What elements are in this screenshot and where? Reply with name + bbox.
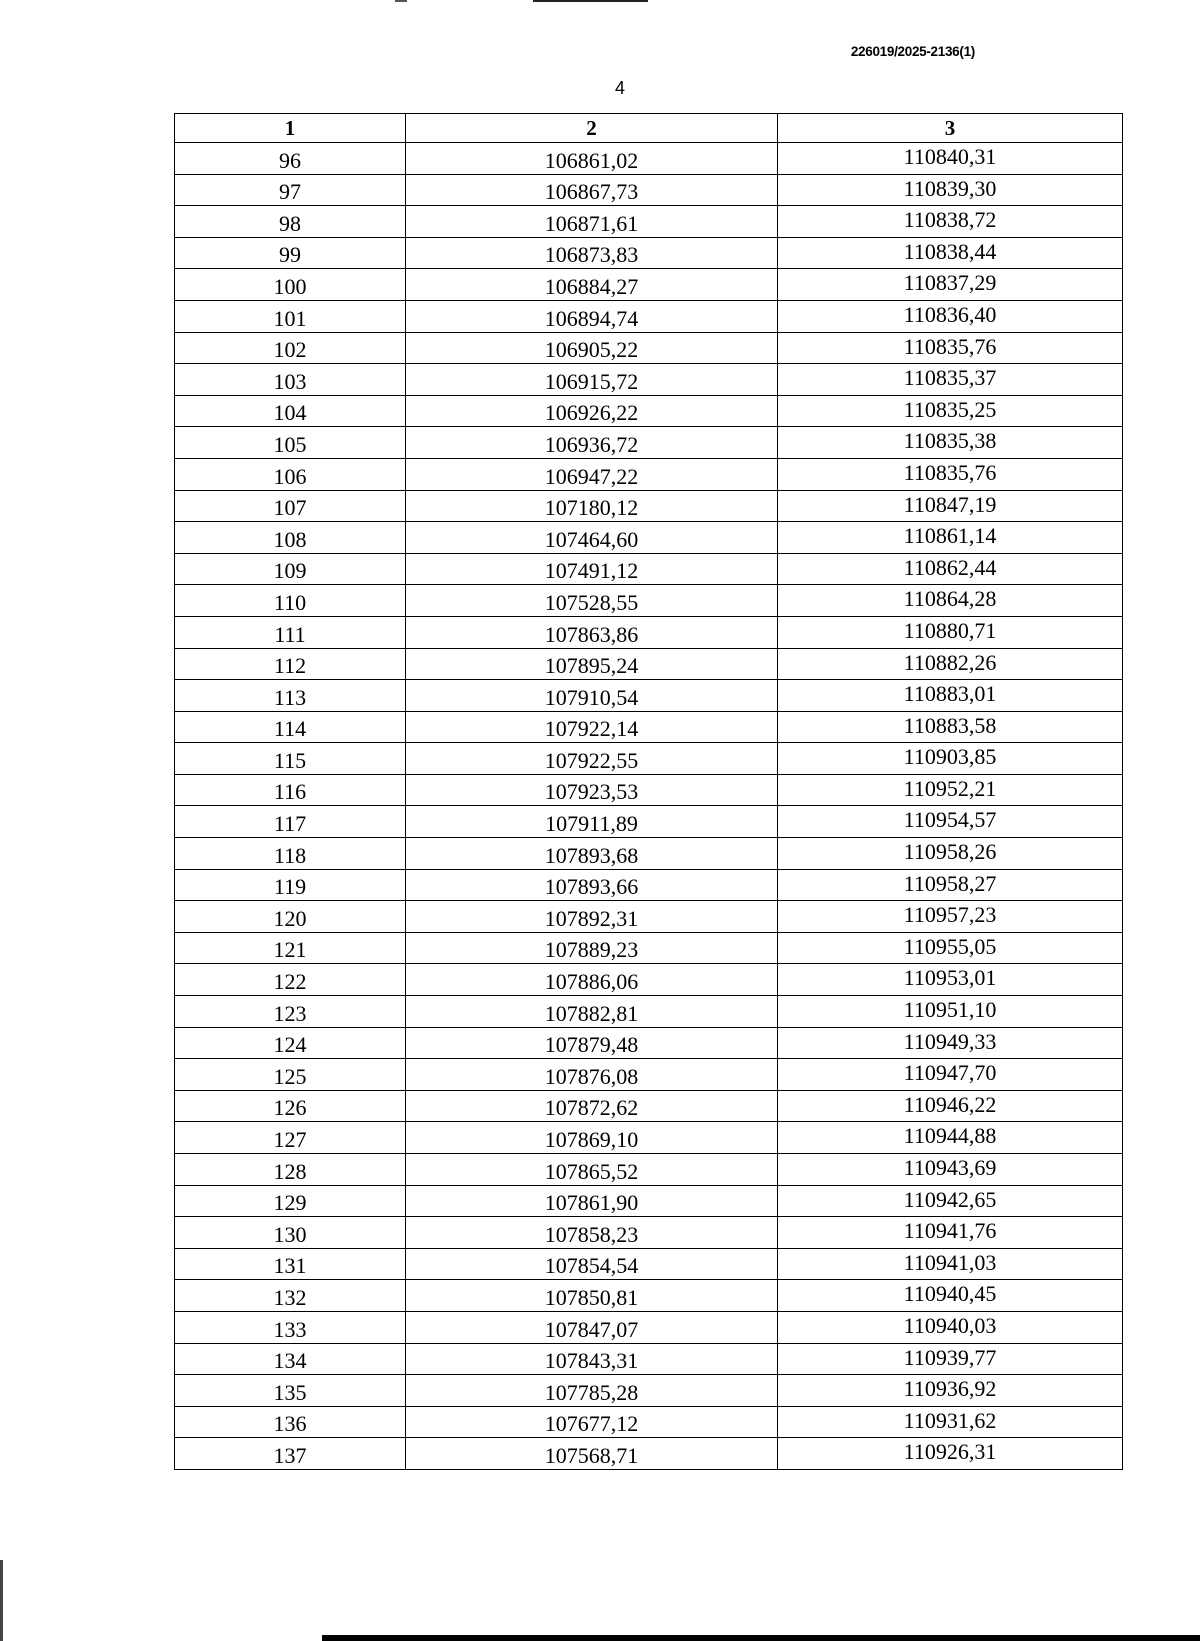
- coordinate-y-cell: 110942,65: [778, 1185, 1123, 1217]
- coordinate-x-cell: 106861,02: [406, 143, 778, 175]
- table-row: [175, 1027, 1123, 1059]
- table-row: [175, 364, 1123, 396]
- coordinate-x-cell: 107491,12: [406, 553, 778, 585]
- point-number-cell: 117: [175, 806, 406, 838]
- coordinate-y-cell: 110940,03: [778, 1311, 1123, 1343]
- table-row: [175, 332, 1123, 364]
- table-row: [175, 1406, 1123, 1438]
- coordinate-x-cell: 107910,54: [406, 680, 778, 712]
- point-number-cell: 116: [175, 774, 406, 806]
- coordinate-y-cell: 110947,70: [778, 1059, 1123, 1091]
- table-row: [175, 1090, 1123, 1122]
- coordinate-y-cell: 110943,69: [778, 1154, 1123, 1186]
- point-number-cell: 118: [175, 838, 406, 870]
- coordinate-x-cell: 106926,22: [406, 395, 778, 427]
- point-number-cell: 103: [175, 364, 406, 396]
- column-header-1: 1: [175, 114, 406, 143]
- point-number-cell: 134: [175, 1343, 406, 1375]
- coordinate-y-cell: 110939,77: [778, 1343, 1123, 1375]
- point-number-cell: 106: [175, 458, 406, 490]
- point-number-cell: 111: [175, 616, 406, 648]
- table-row: [175, 838, 1123, 870]
- coordinate-x-cell: 107528,55: [406, 585, 778, 617]
- coordinate-x-cell: 106894,74: [406, 300, 778, 332]
- point-number-cell: 127: [175, 1122, 406, 1154]
- table-row: [175, 996, 1123, 1028]
- coordinate-y-cell: 110835,37: [778, 364, 1123, 396]
- point-number-cell: 131: [175, 1248, 406, 1280]
- coordinate-x-cell: 107886,06: [406, 964, 778, 996]
- table-row: [175, 901, 1123, 933]
- coordinate-x-cell: 107865,52: [406, 1154, 778, 1186]
- coordinate-y-cell: 110941,03: [778, 1248, 1123, 1280]
- coordinate-x-cell: 107922,14: [406, 711, 778, 743]
- point-number-cell: 107: [175, 490, 406, 522]
- table-header-row: [175, 114, 1123, 143]
- coordinate-y-cell: 110838,44: [778, 237, 1123, 269]
- point-number-cell: 98: [175, 206, 406, 238]
- column-header-3: 3: [778, 114, 1123, 143]
- coordinate-x-cell: 107882,81: [406, 996, 778, 1028]
- coordinate-x-cell: 107785,28: [406, 1375, 778, 1407]
- coordinate-y-cell: 110957,23: [778, 901, 1123, 933]
- table-row: [175, 1311, 1123, 1343]
- coordinate-y-cell: 110840,31: [778, 143, 1123, 175]
- point-number-cell: 96: [175, 143, 406, 175]
- table-row: [175, 711, 1123, 743]
- point-number-cell: 113: [175, 680, 406, 712]
- table-row: [175, 1438, 1123, 1470]
- table-row: [175, 427, 1123, 459]
- coordinate-x-cell: 106884,27: [406, 269, 778, 301]
- point-number-cell: 114: [175, 711, 406, 743]
- coordinate-y-cell: 110837,29: [778, 269, 1123, 301]
- table-row: [175, 680, 1123, 712]
- coordinate-x-cell: 107858,23: [406, 1217, 778, 1249]
- coordinate-y-cell: 110835,25: [778, 395, 1123, 427]
- point-number-cell: 104: [175, 395, 406, 427]
- scan-artifact-underline: [533, 0, 648, 2]
- document-reference: 226019/2025-2136(1): [850, 44, 975, 59]
- coordinate-y-cell: 110838,72: [778, 206, 1123, 238]
- coordinate-x-cell: 107847,07: [406, 1311, 778, 1343]
- table-header: [175, 114, 1123, 143]
- coordinate-y-cell: 110880,71: [778, 616, 1123, 648]
- table-row: [175, 553, 1123, 585]
- point-number-cell: 128: [175, 1154, 406, 1186]
- coordinate-x-cell: 107876,08: [406, 1059, 778, 1091]
- column-header-2: 2: [406, 114, 778, 143]
- point-number-cell: 123: [175, 996, 406, 1028]
- table-row: [175, 1280, 1123, 1312]
- scan-artifact-mark: [395, 0, 407, 2]
- coordinate-x-cell: 107464,60: [406, 522, 778, 554]
- coordinate-y-cell: 110882,26: [778, 648, 1123, 680]
- coordinate-x-cell: 107568,71: [406, 1438, 778, 1470]
- point-number-cell: 124: [175, 1027, 406, 1059]
- coordinate-y-cell: 110946,22: [778, 1090, 1123, 1122]
- point-number-cell: 120: [175, 901, 406, 933]
- point-number-cell: 101: [175, 300, 406, 332]
- point-number-cell: 133: [175, 1311, 406, 1343]
- table-row: [175, 1122, 1123, 1154]
- coordinate-x-cell: 107677,12: [406, 1406, 778, 1438]
- table-row: [175, 1185, 1123, 1217]
- table-row: [175, 1248, 1123, 1280]
- point-number-cell: 112: [175, 648, 406, 680]
- coordinate-y-cell: 110941,76: [778, 1217, 1123, 1249]
- table-row: [175, 1343, 1123, 1375]
- point-number-cell: 108: [175, 522, 406, 554]
- coordinate-x-cell: 107843,31: [406, 1343, 778, 1375]
- coordinate-y-cell: 110926,31: [778, 1438, 1123, 1470]
- coordinate-y-cell: 110847,19: [778, 490, 1123, 522]
- point-number-cell: 109: [175, 553, 406, 585]
- point-number-cell: 115: [175, 743, 406, 775]
- table-row: [175, 1375, 1123, 1407]
- table-body: [175, 143, 1123, 1470]
- page-number: 4: [614, 78, 625, 98]
- coordinate-y-cell: 110883,58: [778, 711, 1123, 743]
- coordinate-y-cell: 110951,10: [778, 996, 1123, 1028]
- coordinate-y-cell: 110836,40: [778, 300, 1123, 332]
- table-row: [175, 774, 1123, 806]
- coordinate-y-cell: 110952,21: [778, 774, 1123, 806]
- point-number-cell: 105: [175, 427, 406, 459]
- coordinate-y-cell: 110835,38: [778, 427, 1123, 459]
- point-number-cell: 122: [175, 964, 406, 996]
- table-row: [175, 300, 1123, 332]
- coordinate-y-cell: 110835,76: [778, 458, 1123, 490]
- coordinate-x-cell: 107869,10: [406, 1122, 778, 1154]
- point-number-cell: 110: [175, 585, 406, 617]
- coordinate-y-cell: 110839,30: [778, 174, 1123, 206]
- point-number-cell: 100: [175, 269, 406, 301]
- coordinate-y-cell: 110883,01: [778, 680, 1123, 712]
- table-row: [175, 616, 1123, 648]
- point-number-cell: 99: [175, 237, 406, 269]
- coordinate-x-cell: 107180,12: [406, 490, 778, 522]
- coordinate-y-cell: 110953,01: [778, 964, 1123, 996]
- coordinate-y-cell: 110864,28: [778, 585, 1123, 617]
- table-row: [175, 143, 1123, 175]
- table-row: [175, 206, 1123, 238]
- coordinate-x-cell: 106905,22: [406, 332, 778, 364]
- coordinate-x-cell: 107892,31: [406, 901, 778, 933]
- table-row: [175, 1154, 1123, 1186]
- coordinate-y-cell: 110954,57: [778, 806, 1123, 838]
- coordinate-x-cell: 107863,86: [406, 616, 778, 648]
- table-row: [175, 648, 1123, 680]
- point-number-cell: 119: [175, 869, 406, 901]
- table-row: [175, 522, 1123, 554]
- coordinate-y-cell: 110936,92: [778, 1375, 1123, 1407]
- point-number-cell: 97: [175, 174, 406, 206]
- coordinate-x-cell: 107895,24: [406, 648, 778, 680]
- coordinate-y-cell: 110958,26: [778, 838, 1123, 870]
- coordinate-x-cell: 106867,73: [406, 174, 778, 206]
- table-row: [175, 743, 1123, 775]
- point-number-cell: 137: [175, 1438, 406, 1470]
- coordinate-x-cell: 107923,53: [406, 774, 778, 806]
- scan-left-edge: [0, 1560, 3, 1641]
- coordinate-x-cell: 107889,23: [406, 932, 778, 964]
- table-row: [175, 237, 1123, 269]
- table-row: [175, 869, 1123, 901]
- coordinate-y-cell: 110949,33: [778, 1027, 1123, 1059]
- coordinate-y-cell: 110903,85: [778, 743, 1123, 775]
- coordinate-x-cell: 107893,66: [406, 869, 778, 901]
- point-number-cell: 125: [175, 1059, 406, 1091]
- table-row: [175, 932, 1123, 964]
- table-row: [175, 964, 1123, 996]
- table-row: [175, 1217, 1123, 1249]
- coordinate-y-cell: 110944,88: [778, 1122, 1123, 1154]
- table-row: [175, 174, 1123, 206]
- point-number-cell: 136: [175, 1406, 406, 1438]
- coordinate-y-cell: 110931,62: [778, 1406, 1123, 1438]
- coordinate-y-cell: 110955,05: [778, 932, 1123, 964]
- point-number-cell: 130: [175, 1217, 406, 1249]
- coordinate-y-cell: 110958,27: [778, 869, 1123, 901]
- point-number-cell: 126: [175, 1090, 406, 1122]
- coordinate-y-cell: 110835,76: [778, 332, 1123, 364]
- coordinate-x-cell: 106871,61: [406, 206, 778, 238]
- scan-bottom-edge: [322, 1635, 1200, 1641]
- coordinate-x-cell: 107893,68: [406, 838, 778, 870]
- coordinate-y-cell: 110861,14: [778, 522, 1123, 554]
- point-number-cell: 132: [175, 1280, 406, 1312]
- coordinate-x-cell: 107922,55: [406, 743, 778, 775]
- coordinates-table: [174, 113, 1123, 1470]
- table-row: [175, 1059, 1123, 1091]
- coordinate-x-cell: 107850,81: [406, 1280, 778, 1312]
- point-number-cell: 129: [175, 1185, 406, 1217]
- point-number-cell: 135: [175, 1375, 406, 1407]
- coordinate-y-cell: 110862,44: [778, 553, 1123, 585]
- table-row: [175, 458, 1123, 490]
- coordinate-x-cell: 107911,89: [406, 806, 778, 838]
- table-row: [175, 806, 1123, 838]
- table-row: [175, 395, 1123, 427]
- table-row: [175, 585, 1123, 617]
- point-number-cell: 121: [175, 932, 406, 964]
- coordinate-y-cell: 110940,45: [778, 1280, 1123, 1312]
- coordinate-x-cell: 106915,72: [406, 364, 778, 396]
- coordinate-x-cell: 107872,62: [406, 1090, 778, 1122]
- coordinate-x-cell: 107861,90: [406, 1185, 778, 1217]
- coordinate-x-cell: 107854,54: [406, 1248, 778, 1280]
- table-row: [175, 269, 1123, 301]
- coordinate-x-cell: 106936,72: [406, 427, 778, 459]
- table-row: [175, 490, 1123, 522]
- coordinate-x-cell: 106873,83: [406, 237, 778, 269]
- coordinate-x-cell: 107879,48: [406, 1027, 778, 1059]
- point-number-cell: 102: [175, 332, 406, 364]
- coordinate-x-cell: 106947,22: [406, 458, 778, 490]
